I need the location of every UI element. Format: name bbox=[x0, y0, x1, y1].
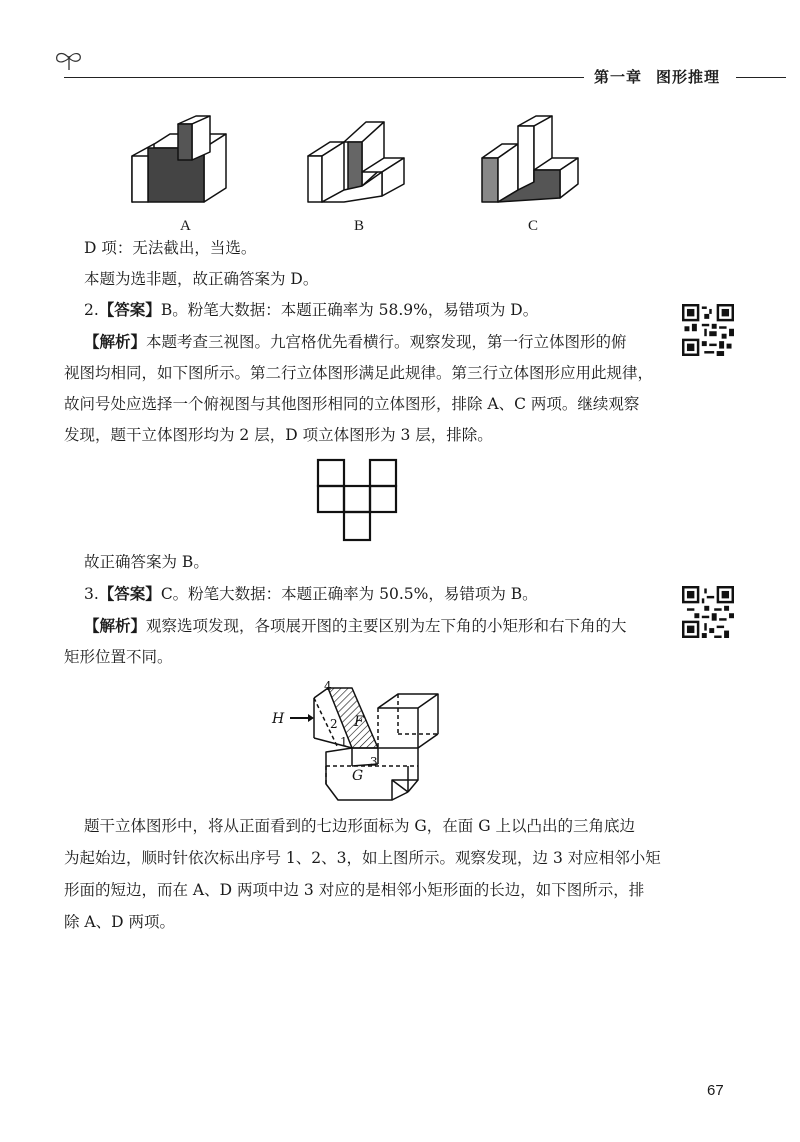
top-view-diagram bbox=[316, 458, 398, 544]
q2-analysis-line-4: 发现，题干立体图形均为 2 层，D 项立体图形为 3 层，排除。 bbox=[64, 426, 493, 444]
figure-a bbox=[126, 112, 248, 212]
label-4: 4 bbox=[324, 679, 332, 693]
q2-answer-line bbox=[84, 299, 538, 321]
label-3: 3 bbox=[370, 755, 378, 769]
q2-conclusion: 故正确答案为 B。 bbox=[84, 553, 209, 571]
q2-analysis-tag: 【解析】 bbox=[84, 332, 147, 351]
figure-c bbox=[478, 112, 590, 212]
chapter-header bbox=[594, 66, 720, 87]
q2-analysis-text-1: 本题考查三视图。九宫格优先看横行。观察发现，第一行立体图形的俯 bbox=[146, 333, 627, 351]
figure-b bbox=[304, 112, 416, 212]
q3-body-line-4: 除 A、D 两项。 bbox=[64, 913, 175, 931]
label-2: 2 bbox=[330, 717, 338, 731]
cube-diagram bbox=[268, 676, 464, 808]
label-h: H bbox=[272, 711, 285, 727]
q2-analysis-line-1 bbox=[84, 331, 627, 353]
q3-body-line-2: 为起始边，顺时针依次标出序号 1、2、3，如上图所示。观察发现，边 3 对应相邻小矩 bbox=[64, 849, 661, 867]
q2-number: 2. bbox=[84, 301, 99, 319]
header-rule bbox=[64, 77, 584, 78]
q3-answer-line bbox=[84, 583, 538, 605]
label-c: C bbox=[528, 218, 539, 234]
page-number: 67 bbox=[707, 1082, 724, 1099]
label-f: F bbox=[354, 714, 364, 730]
q3-body-line-1: 题干立体图形中，将从正面看到的七边形面标为 G，在面 G 上以凸出的三角底边 bbox=[84, 817, 636, 835]
q2-analysis-line-2: 视图均相同，如下图所示。第二行立体图形满足此规律。第三行立体图形应用此规律， bbox=[64, 364, 654, 382]
line-conclusion-1: 本题为选非题，故正确答案为 D。 bbox=[84, 270, 319, 288]
q3-answer-tag: 【答案】 bbox=[98, 584, 161, 603]
label-b: B bbox=[354, 218, 365, 234]
q3-body-line-3: 形面的短边，而在 A、D 两项中边 3 对应的是相邻小矩形面的长边，如下图所示，排 bbox=[64, 881, 645, 899]
q2-answer-tag: 【答案】 bbox=[98, 300, 161, 319]
leaf-icon bbox=[52, 48, 86, 72]
q3-analysis-line-1 bbox=[84, 615, 627, 637]
q2-analysis-line-3: 故问号处应选择一个俯视图与其他图形相同的立体图形，排除 A、C 两项。继续观察 bbox=[64, 395, 640, 413]
qr-code-icon[interactable] bbox=[682, 304, 734, 356]
q2-answer-text: B。粉笔大数据：本题正确率为 58.9%，易错项为 D。 bbox=[160, 301, 539, 319]
qr-code-icon[interactable] bbox=[682, 586, 734, 638]
label-1: 1 bbox=[340, 735, 348, 749]
q3-analysis-tag: 【解析】 bbox=[84, 616, 147, 635]
header-rule-right bbox=[736, 77, 786, 78]
section-title: 图形推理 bbox=[656, 68, 721, 86]
chapter-title: 第一章 bbox=[594, 68, 643, 86]
q3-answer-text: C。粉笔大数据：本题正确率为 50.5%，易错项为 B。 bbox=[160, 585, 538, 603]
q3-number: 3. bbox=[84, 585, 99, 603]
q3-analysis-line-2: 矩形位置不同。 bbox=[64, 648, 173, 666]
q3-analysis-text-1: 观察选项发现，各项展开图的主要区别为左下角的小矩形和右下角的大 bbox=[146, 617, 627, 635]
label-a: A bbox=[180, 218, 191, 234]
line-d-option: D 项：无法截出，当选。 bbox=[84, 239, 257, 257]
label-g: G bbox=[352, 768, 364, 784]
